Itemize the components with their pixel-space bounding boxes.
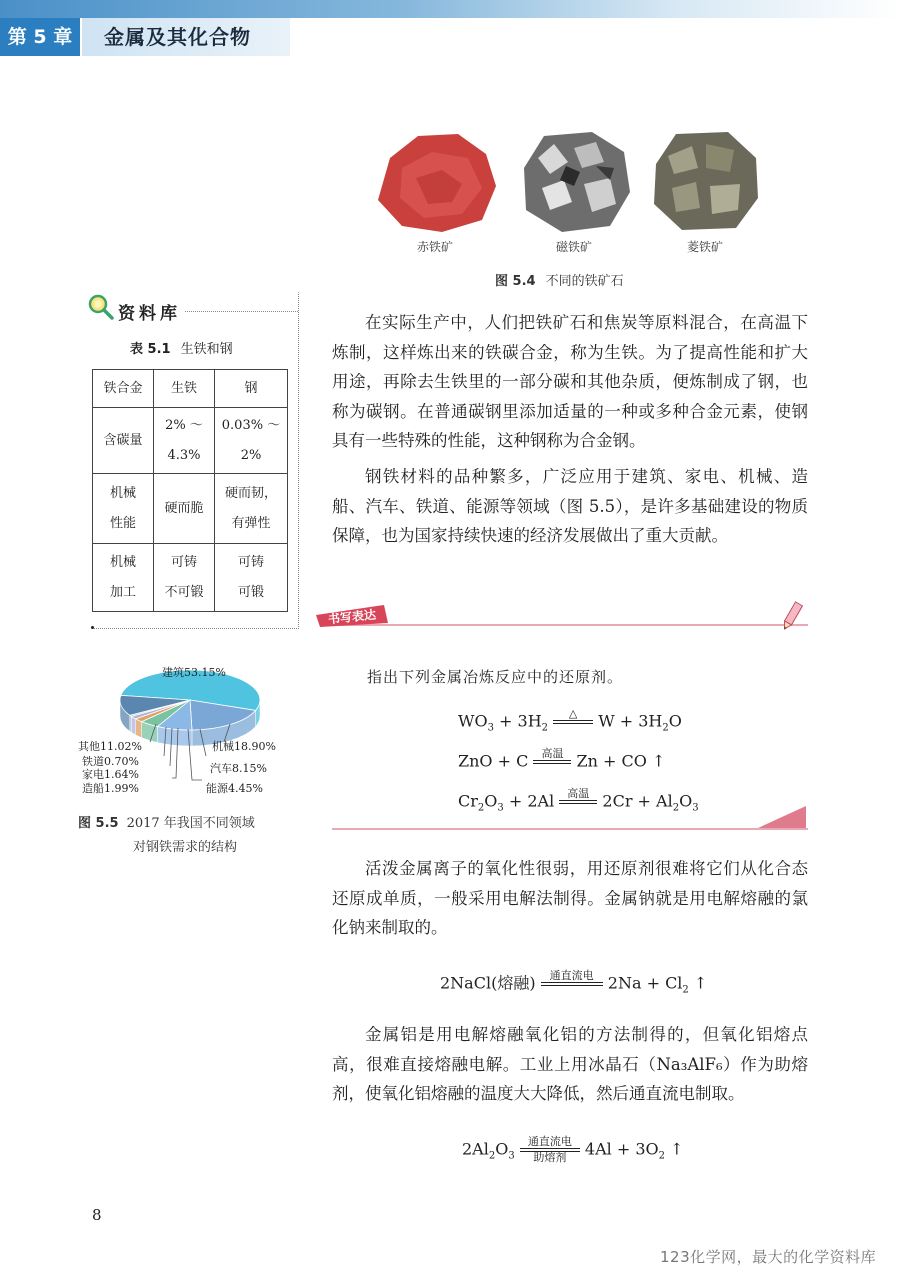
paragraph-pig-iron-steel: 在实际生产中，人们把铁矿石和焦炭等原料混合，在高温下炼制，这样炼出来的铁碳合金，称为生铁。为了提高性能和扩大用途，再除去生铁里的一部分碳和其他杂质，便炼制成了钢，也称为碳钢。在普通碳钢里添加适量的一种或多种合金元素，使钢具有一些特殊的性能，这种钢称为合金钢。 [332,313,808,450]
pie-label-appliance: 家电1.64% [82,768,139,781]
table-cell: 硬而韧， 有弹性 [215,474,288,544]
table-header-cell: 钢 [215,370,288,408]
magnifier-icon [86,292,114,320]
equation-chromium: $Cr_2O_3 + 2Al$ 高温 $2Cr + Al_2O_3$ [458,788,699,816]
equation-tungsten: $WO_3 + 3H_2$ △ $W + 3H_2O$ [458,708,682,736]
table-cell: 0.03% ～ 2% [215,408,288,474]
table-row [93,544,288,612]
table-header-row [93,370,288,408]
resource-box-title: 资料库 [118,304,181,324]
reaction-condition-high-temp: 高温 [559,788,597,816]
ore-label-hematite: 赤铁矿 [416,240,453,254]
pie-label-energy: 能源4.45% [206,782,263,795]
header-gradient-bar [0,0,900,18]
ore-label-siderite: 菱铁矿 [686,240,723,254]
table-cell: 2% ～ 4.3% [154,408,215,474]
caption-line-2: 对钢铁需求的结构 [133,840,238,855]
pie-label-ship: 造船1.99% [82,782,139,795]
table-cell: 机械 性能 [93,474,154,544]
figure-number: 图 5.5 [78,816,119,831]
writing-expression-badge [314,601,390,629]
table-header-cell: 铁合金 [93,370,154,408]
reaction-condition-direct-current: 通直流电 [541,970,603,998]
equation-zinc: ZnO + C 高温 Zn + CO ↑ [458,748,665,776]
table-row [93,474,288,544]
paragraph-steel-applications: 钢铁材料的品种繁多，广泛应用于建筑、家电、机械、造船、汽车、铁道、能源等领域（图 5.5），是许多基础建设的物质保障，也为国家持续快速的经济发展做出了重大贡献。 [332,467,808,545]
equation-aluminum-electrolysis: $2Al_2O_3$ 通直流电 助熔剂 $4Al + 3O_2$ ↑ [462,1135,684,1164]
page-number: 8 [92,1206,102,1224]
svg-text:书写表达: 书写表达 [327,607,377,627]
figure-5-4-caption [495,270,624,289]
reaction-condition-direct-current-flux: 通直流电 助熔剂 [520,1136,580,1164]
chapter-header [0,0,900,58]
equation-sodium-electrolysis: 2NaCl(熔融) 通直流电 $2Na + Cl_2$ ↑ [440,970,707,998]
iron-steel-table [92,369,288,612]
reaction-condition-high-temp: 高温 [533,748,571,776]
pie-label-auto: 汽车8.15% [210,762,267,775]
figure-5-5-caption [78,812,308,860]
table-caption-text: 生铁和钢 [180,342,233,357]
magnetite-image [514,128,634,234]
resource-box-top-rule [185,311,298,312]
siderite-image [648,128,762,232]
hematite-image [372,128,498,234]
pie-side-家电 [131,716,135,734]
pie-slices [120,670,260,746]
footer-watermark: 123化学网，最大的化学资料库 [660,1248,877,1266]
table-cell: 可铸 不可锻 [154,544,215,612]
paragraph-aluminum: 金属铝是用电解熔融氧化铝的方法制得的，但氧化铝熔点高，很难直接熔融电解。工业上用冰晶石（Na₃AlF₆）作为助熔剂，使氧化铝熔融的温度大大降低，然后通直流电制取。 [332,1025,808,1103]
pie-label-railway: 铁道0.70% [82,755,139,768]
table-cell: 硬而脆 [154,474,215,544]
writing-box-bottom-rule [332,828,808,830]
pie-label-machinery: 机械18.90% [212,740,276,753]
table-5-1-caption [130,338,233,357]
writing-prompt: 指出下列金属冶炼反应中的还原剂。 [367,668,624,686]
table-cell: 可铸 可锻 [215,544,288,612]
chapter-number: 第 5 章 [0,18,80,56]
reaction-condition-heat: △ [553,708,593,736]
box-corner-dot [91,626,94,629]
figure-number: 图 5.4 [495,274,536,289]
caption-line-1: 2017 年我国不同领域 [126,816,255,831]
paragraph-electrolysis: 活泼金属离子的氧化性很弱，用还原剂很难将它们从化合态还原成单质，一般采用电解法制得。金属钠就是用电解熔融的氯化钠来制取的。 [332,859,808,937]
writing-box-top-rule [332,624,808,626]
table-cell: 机械 加工 [93,544,154,612]
writing-box-corner-triangle [758,806,806,828]
steel-demand-pie-chart [78,654,300,804]
chapter-title: 金属及其化合物 [82,18,290,56]
ore-label-magnetite: 磁铁矿 [555,240,592,254]
table-number: 表 5.1 [130,342,171,357]
table-cell: 含碳量 [93,408,154,474]
pie-label-construction: 建筑53.15% [162,666,226,679]
figure-caption-text: 不同的铁矿石 [545,274,624,289]
table-row [93,408,288,474]
pie-label-other: 其他11.02% [78,740,142,753]
pencil-icon [780,600,804,632]
table-header-cell: 生铁 [154,370,215,408]
